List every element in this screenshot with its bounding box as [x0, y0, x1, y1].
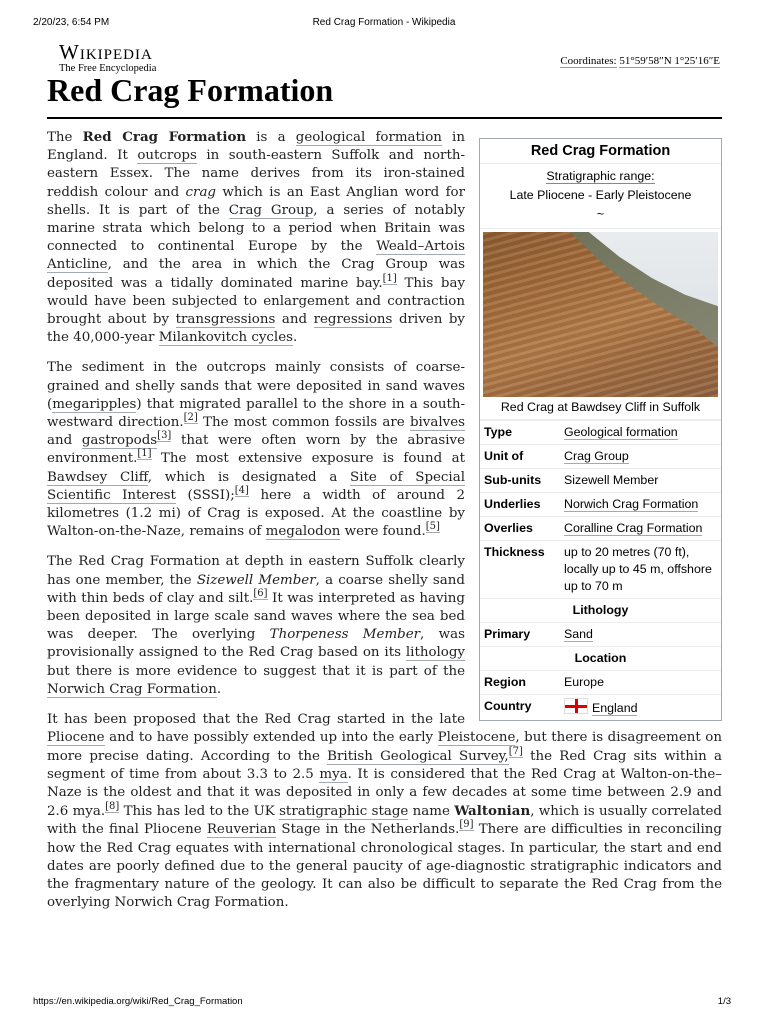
citation-link[interactable]: [1] [137, 448, 152, 460]
infobox-row [480, 421, 721, 445]
text-run: . [293, 330, 298, 346]
infobox-range [480, 164, 721, 229]
infobox-value-cell [560, 671, 721, 695]
text-run: , which is designated a [147, 469, 351, 485]
italic-term: Sizewell Member [196, 572, 316, 588]
infobox-section-lithology: Lithology [480, 599, 721, 623]
citation-link[interactable]: [3] [157, 430, 172, 442]
italic-term: Thorpeness Member [269, 627, 421, 643]
text-run: in south-eastern Suffolk and north-eastern Essex. The name derives from its iron-stained reddish colour and [47, 148, 465, 200]
bold-term: Red Crag Formation [82, 129, 247, 145]
wiki-link[interactable]: Milankovitch cycles [158, 330, 294, 346]
text-run: The sediment in the outcrops mainly consists of coarse-grained and shelly sands that were deposited in sand waves ( [47, 360, 465, 412]
print-date: 2/20/23, 6:54 PM [33, 17, 110, 28]
text-run: The most common fossils are [197, 415, 410, 431]
coordinates-value[interactable]: 51°59′58″N 1°25′16″E [619, 55, 720, 67]
text-run: is a [246, 130, 296, 145]
text-run: The most extensive exposure is found at [151, 451, 465, 467]
wiki-link[interactable]: outcrops [137, 148, 197, 164]
text-run: ) that migrated parallel to the shore in a south-westward direction. [47, 396, 465, 431]
citation-link[interactable]: [7] [508, 745, 523, 757]
infobox-row [480, 695, 721, 721]
citation-link[interactable]: [8] [105, 801, 120, 813]
citation-link[interactable]: [5] [425, 521, 440, 533]
text-run: This has led to the UK [119, 804, 280, 820]
infobox-value-cell [560, 695, 721, 721]
wiki-link[interactable]: Reuverian [206, 822, 277, 838]
title-divider [47, 117, 722, 119]
text-run: Stage in the Netherlands. [276, 822, 460, 838]
wiki-link[interactable]: regressions [313, 312, 393, 328]
infobox-key: Country [480, 695, 560, 721]
text-run: There are difficulties in reconciling how the Red Crag equates with international chronological stages. In particular, the start and end dates are poorly defined due to the general paucity of age-diagnostic stratigraphic indicators and the fragmentary nature of the geology. It can also be difficult to separate the Red Crag from the overlying Norwich Crag Formation. [47, 822, 722, 911]
text-run: but there is more evidence to suggest that it is part of the [47, 663, 465, 679]
text-run: It has been proposed that the Red Crag started in the late [47, 712, 465, 728]
infobox-link[interactable]: Crag Group [564, 449, 629, 463]
wiki-link[interactable]: Crag Group [228, 202, 314, 218]
infobox-link[interactable]: Geological formation [564, 425, 678, 439]
text-run: that were often worn by the abrasive environment. [47, 433, 465, 467]
infobox-value: up to 20 metres (70 ft), locally up to 45 m, offshore up to 70 m [564, 545, 712, 593]
wiki-link[interactable]: Norwich Crag Formation [47, 681, 217, 697]
infobox-row [480, 671, 721, 695]
text-run: This bay would have been subjected to enlargement and contraction brought about by [47, 275, 466, 328]
text-run: which is an East Anglian word for shells. It is part of the [47, 184, 465, 218]
footer-page-number: 1/3 [717, 996, 731, 1007]
article-content [47, 128, 722, 924]
wiki-link[interactable]: geological formation [295, 130, 442, 145]
text-run: and [275, 312, 314, 328]
text-run: , and the area in which the Crag Group was deposited was a tidally dominated marine bay. [47, 257, 465, 291]
text-run: (SSSI); [175, 487, 235, 503]
wiki-link[interactable]: lithology [405, 645, 465, 661]
italic-term: crag [185, 184, 217, 200]
text-run: The [47, 130, 83, 145]
infobox-row [480, 469, 721, 493]
infobox-row [480, 541, 721, 599]
text-run: , but there is disagreement on more precise dating. According to the [47, 730, 722, 764]
infobox-value: Europe [564, 675, 604, 689]
infobox-row [480, 623, 721, 647]
infobox-row [480, 493, 721, 517]
citation-link[interactable]: [1] [382, 272, 397, 284]
infobox-section-location: Location [480, 647, 721, 671]
wiki-link[interactable]: British Geological Survey, [327, 748, 509, 764]
infobox-value-cell [560, 469, 721, 493]
text-run: here a width of around 2 kilometres (1.2 mi) of Crag is exposed. At the coastline by Walton-on-the-Naze, remains of [47, 487, 466, 540]
infobox-key: Underlies [480, 493, 560, 517]
coordinates-label[interactable]: Coordinates: [560, 55, 617, 67]
footer-url: https://en.wikipedia.org/wiki/Red_Crag_Formation [33, 996, 243, 1007]
infobox-title: Red Crag Formation [480, 139, 721, 164]
wiki-link[interactable]: Weald–Artois Anticline [47, 239, 465, 273]
text-run: . [216, 681, 222, 697]
infobox-link[interactable]: Sand [564, 627, 593, 641]
text-run: and [47, 433, 82, 449]
text-run: the Red Crag sits within a segment of time from about 3.3 to 2.5 [47, 748, 723, 782]
article-paragraph [47, 711, 722, 912]
infobox-key: Region [480, 671, 560, 695]
wiki-link[interactable]: bivalves [409, 415, 465, 431]
citation-link[interactable]: [2] [183, 412, 198, 424]
wiki-link[interactable]: stratigraphic stage [279, 804, 409, 820]
text-run: , which is usually correlated with the final Pliocene [47, 804, 722, 838]
page-title: Red Crag Formation [47, 72, 334, 108]
text-run: The Red Crag Formation at depth in eastern Suffolk clearly has one member, the [47, 554, 465, 588]
infobox-image[interactable] [483, 232, 718, 397]
wiki-link[interactable]: gastropods [81, 433, 158, 449]
text-run: driven by the 40,000-year [47, 312, 465, 346]
wiki-link[interactable]: transgressions [175, 312, 276, 328]
infobox-value-cell [560, 541, 721, 599]
infobox-key: Primary [480, 623, 560, 647]
infobox-key: Overlies [480, 517, 560, 541]
infobox-link[interactable]: England [592, 701, 638, 715]
infobox-value-cell [560, 445, 721, 469]
print-title: Red Crag Formation - Wikipedia [312, 17, 456, 28]
wikipedia-logo[interactable] [59, 40, 156, 74]
infobox-value-cell [560, 517, 721, 541]
england-flag-icon [564, 698, 588, 714]
wiki-link[interactable]: Pliocene [47, 730, 105, 746]
range-mark: ~ [596, 207, 605, 221]
bold-term: Waltonian [454, 803, 531, 820]
infobox-table [480, 420, 721, 720]
infobox-caption: Red Crag at Bawdsey Cliff in Suffolk [480, 397, 721, 420]
logo-tagline: The Free Encyclopedia [59, 63, 157, 74]
infobox-value-cell [560, 493, 721, 517]
logo-wordmark: Wikipedia [59, 40, 153, 64]
range-value: Late Pliocene - Early Pleistocene [509, 188, 692, 202]
wiki-link[interactable]: Pleistocene [437, 730, 516, 746]
text-run: . It is considered that the Red Crag at Walton-on-the–Naze is the oldest and that it was deposited in only a few decades at some time between 2.9 and 2.6 mya. [47, 766, 723, 820]
text-run: It was interpreted as having been deposited in large scale sand waves where the sea bed was deeper. The overlying [47, 590, 466, 643]
wiki-link[interactable]: megaripples [52, 396, 137, 412]
text-run: , a series of notably marine strata which belong to a period when Britain was connected to continental Europe by the [47, 202, 466, 255]
text-run: , a coarse shelly sand with thin beds of clay and silt. [47, 572, 465, 606]
infobox-value-cell [560, 421, 721, 445]
infobox-row [480, 517, 721, 541]
infobox-link[interactable]: Coralline Crag Formation [564, 521, 703, 535]
citation-link[interactable]: [4] [234, 484, 249, 496]
infobox-key: Unit of [480, 445, 560, 469]
coordinates [560, 55, 720, 67]
infobox-row [480, 445, 721, 469]
citation-link[interactable]: [6] [253, 587, 268, 599]
infobox-value-cell [560, 623, 721, 647]
infobox-key: Thickness [480, 541, 560, 599]
infobox-key: Sub-units [480, 469, 560, 493]
wiki-link[interactable]: mya [319, 766, 348, 782]
text-run: in England. It [47, 130, 465, 164]
wiki-link[interactable]: Bawdsey Cliff [47, 469, 148, 485]
wiki-link[interactable]: Site of Special Scientific Interest [47, 469, 465, 503]
text-run: were found. [340, 524, 426, 540]
text-run: , was provisionally assigned to the Red Crag based on its [47, 627, 465, 661]
infobox-key: Type [480, 421, 560, 445]
infobox-link[interactable]: Norwich Crag Formation [564, 497, 699, 511]
infobox [479, 138, 722, 721]
infobox-value: Sizewell Member [564, 473, 659, 487]
text-run: and to have possibly extended up into the early [104, 730, 438, 746]
citation-link[interactable]: [9] [459, 819, 474, 831]
range-label[interactable]: Stratigraphic range: [546, 169, 655, 183]
text-run: name [408, 804, 455, 820]
wiki-link[interactable]: megalodon [265, 524, 341, 540]
